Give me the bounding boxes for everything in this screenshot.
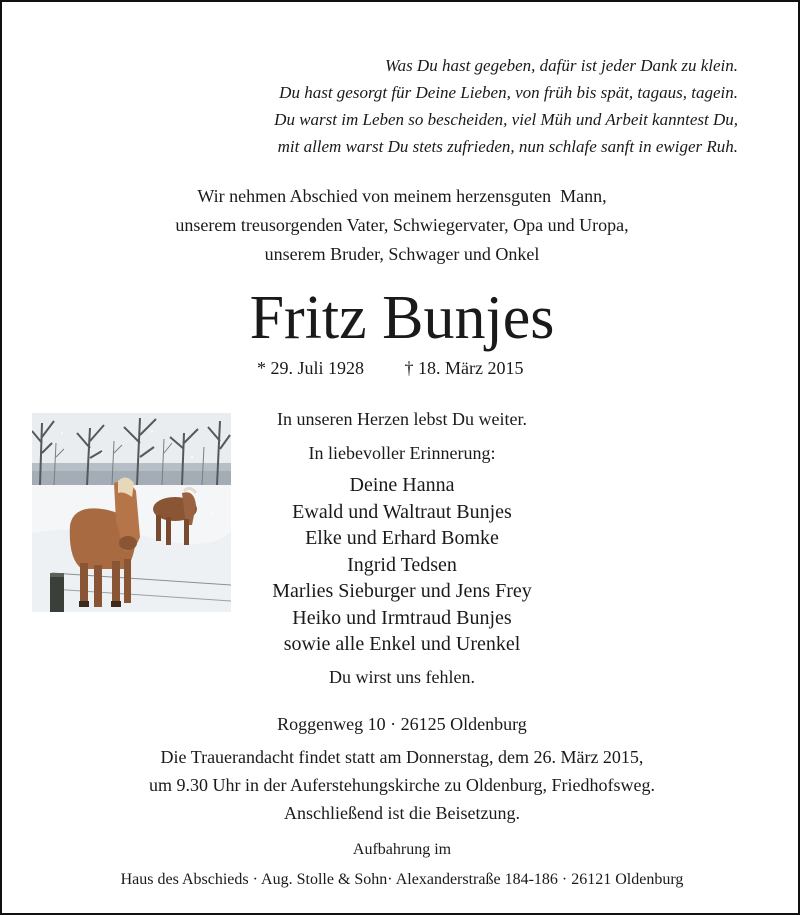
farewell-intro [2, 182, 800, 269]
mourner-name: Heiko und Irmtraud Bunjes [292, 606, 512, 629]
poem-line: Du hast gesorgt für Deine Lieben, von früh bis spät, tagaus, tagein. [279, 83, 738, 102]
death-date: † 18. März 2015 [404, 358, 524, 378]
service-line: Anschließend ist die Beisetzung. [284, 803, 520, 823]
mourner-name: Deine Hanna [349, 474, 455, 496]
closing-line: Du wirst uns fehlen. [329, 666, 475, 687]
poem-line: mit allem warst Du stets zufrieden, nun schlafe sanft in ewiger Ruh. [277, 137, 738, 156]
mourners-names [202, 472, 602, 658]
life-dates [257, 356, 524, 380]
mourner-name: Elke und Erhard Bomke [305, 527, 499, 549]
intro-line: unserem Bruder, Schwager und Onkel [264, 244, 540, 264]
poem-line: Du warst im Leben so bescheiden, viel Müh und Arbeit kanntest Du, [274, 110, 738, 129]
mourner-name: Ingrid Tedsen [347, 553, 457, 576]
mourner-name: Marlies Sieburger und Jens Frey [272, 580, 532, 602]
mourners-heading: In unseren Herzen lebst Du weiter. [277, 409, 527, 429]
intro-line: unserem treusorgenden Vater, Schwiegervater, Opa und Uropa, [175, 215, 629, 235]
poem [274, 52, 738, 160]
poem-line: Was Du hast gegeben, dafür ist jeder Dank zu klein. [384, 56, 738, 75]
birth-date: * 29. Juli 1928 [257, 358, 365, 378]
mourner-name: sowie alle Enkel und Urenkel [283, 633, 521, 655]
aufbahrung-heading: Aufbahrung im [352, 841, 452, 858]
intro-line: Wir nehmen Abschied von meinem herzensguten Mann, [197, 186, 607, 206]
funeral-home-address: Haus des Abschieds · Aug. Stolle & Sohn· Alexanderstraße 184-186 · 26121 Oldenburg [120, 871, 684, 888]
family-address: Roggenweg 10 · 26125 Oldenburg [277, 714, 527, 734]
service-details [2, 743, 800, 827]
mourners-subheading: In liebevoller Erinnerung: [308, 443, 496, 463]
service-line: Die Trauerandacht findet statt am Donnerstag, dem 26. März 2015, [160, 747, 644, 767]
mourner-name: Ewald und Waltraut Bunjes [292, 500, 512, 523]
deceased-name: Fritz Bunjes [249, 284, 555, 352]
service-line: um 9.30 Uhr in der Auferstehungskirche zu Oldenburg, Friedhofsweg. [148, 775, 656, 795]
mourners-block [202, 404, 602, 692]
